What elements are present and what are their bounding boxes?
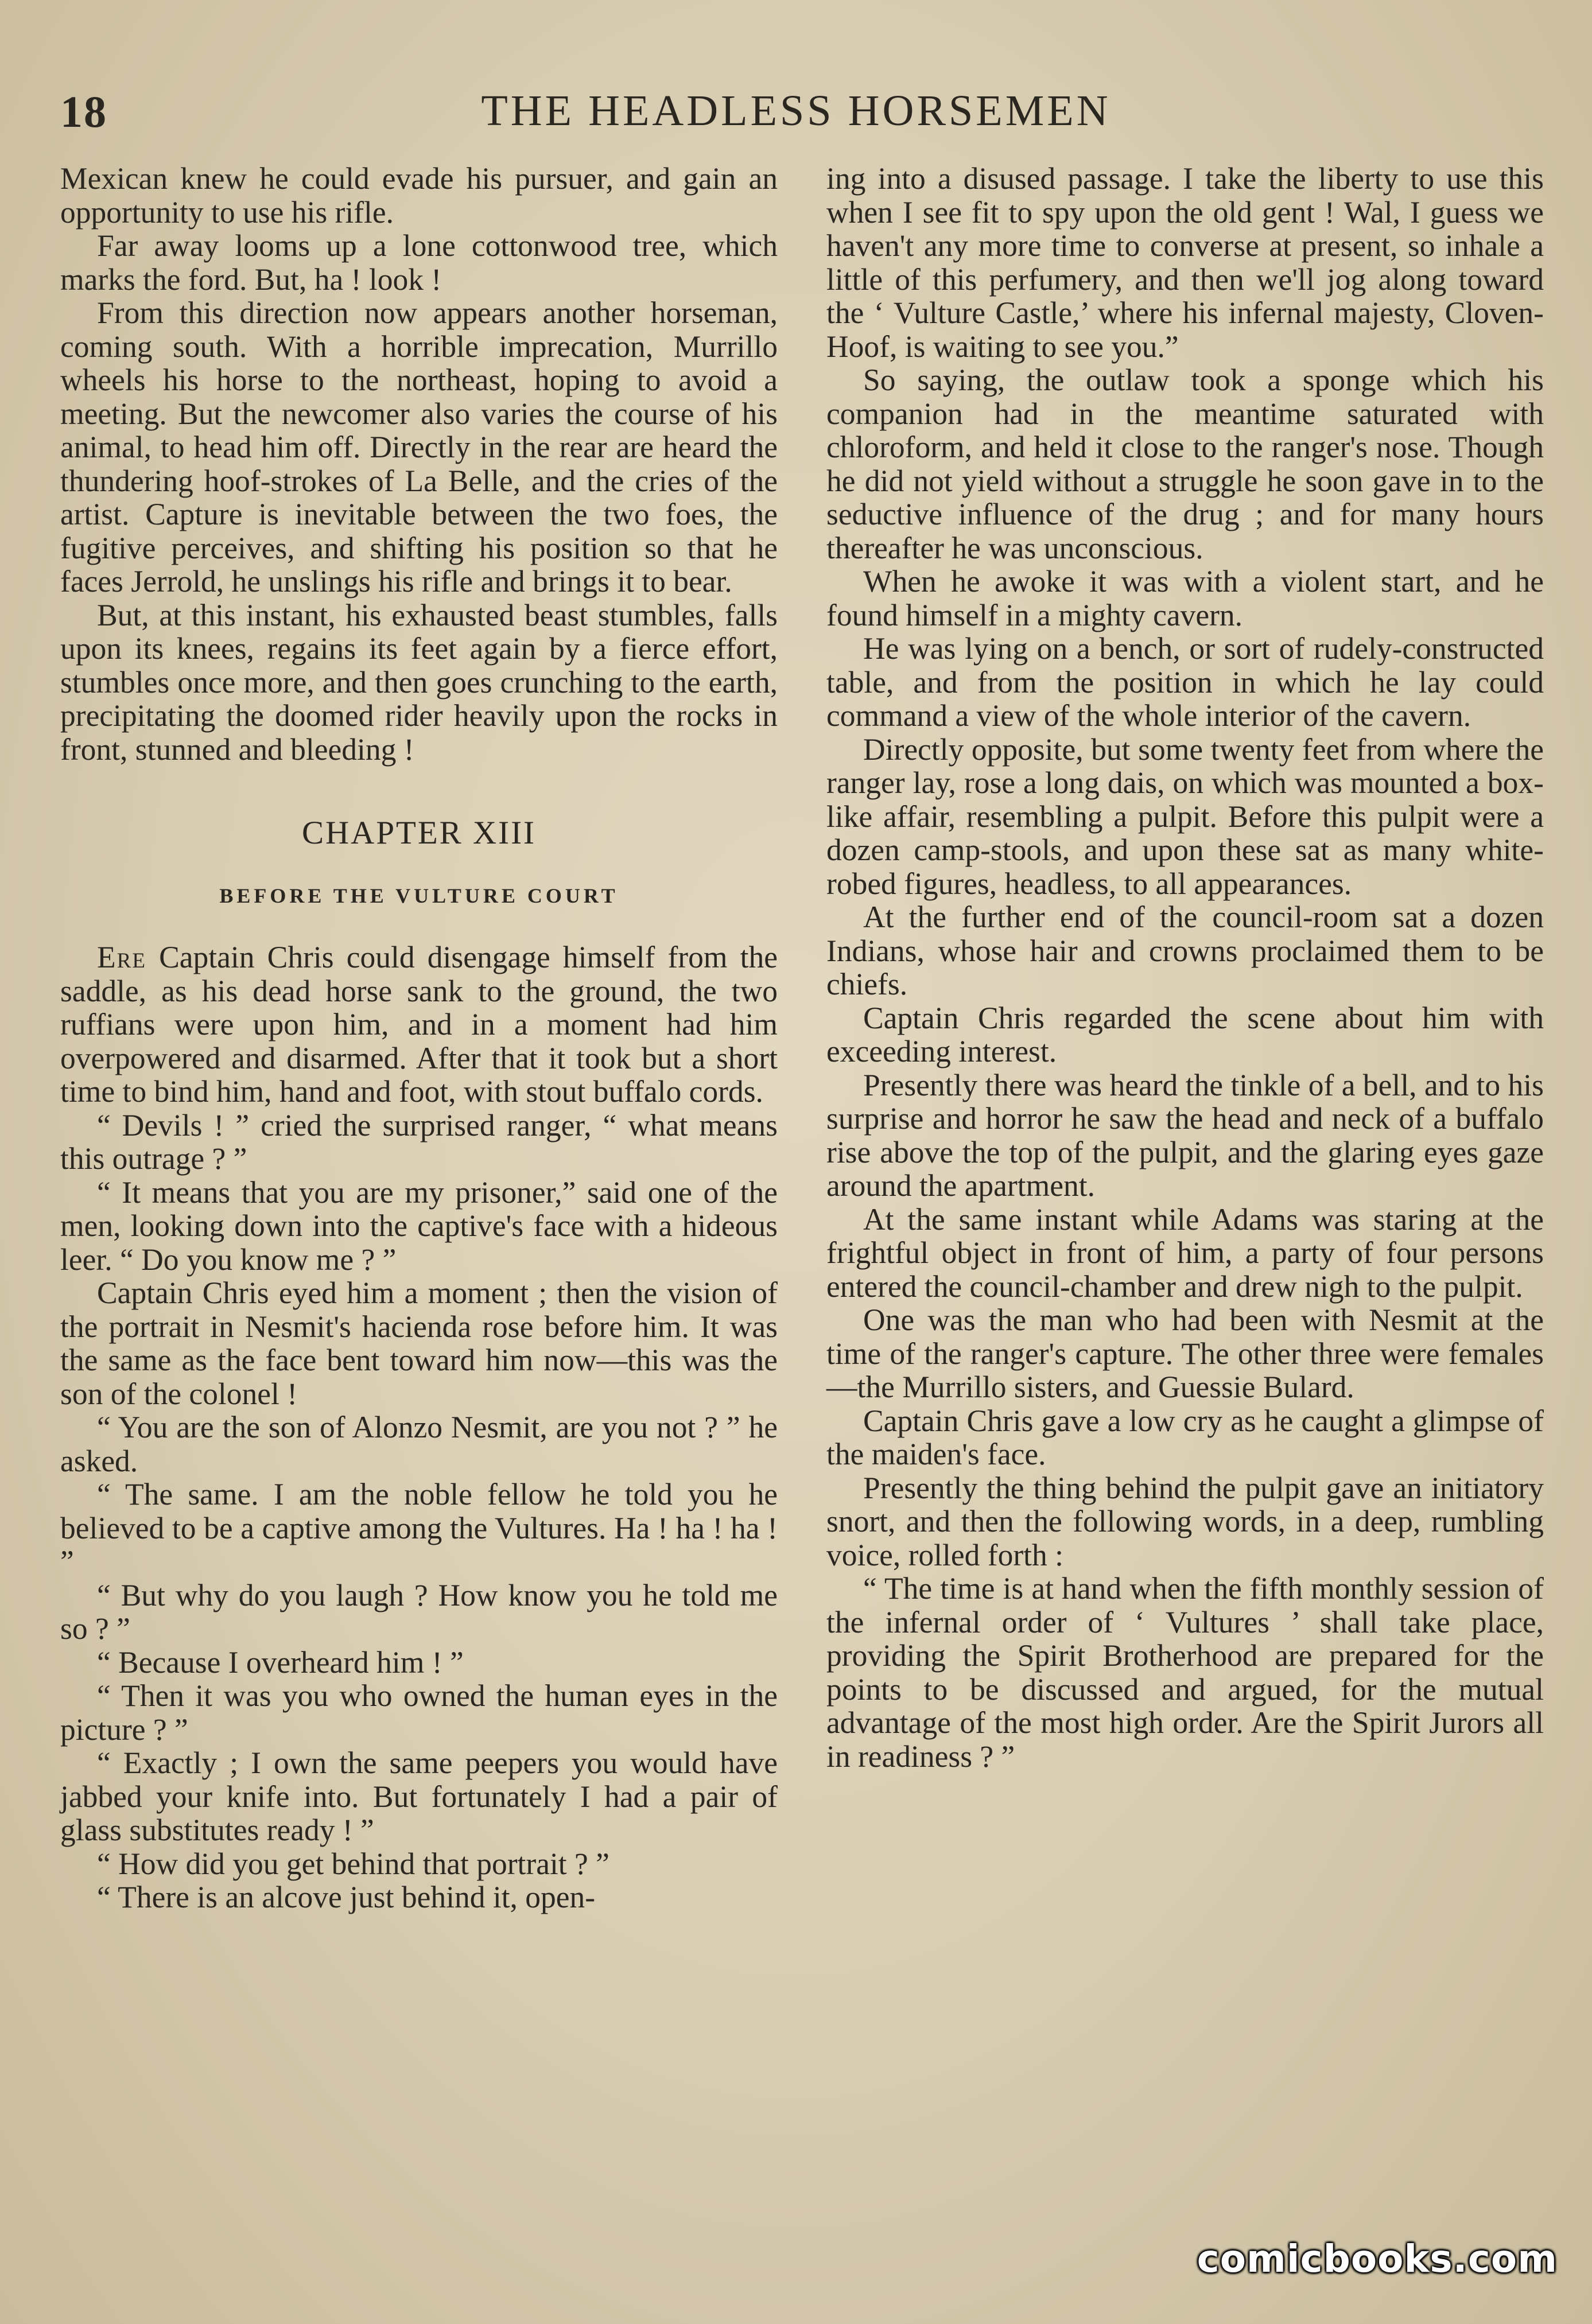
paragraph: “ There is an alcove just behind it, open-	[97, 1880, 596, 1914]
paragraph: “ How did you get behind that portrait ? ”	[97, 1846, 609, 1881]
right-column	[826, 162, 1544, 1773]
paragraph: Captain Chris regarded the scene about him with exceeding interest.	[826, 1000, 1544, 1068]
opening-text: Captain Chris could disengage himself from the saddle, as his dead horse sank to the ground, the two ruffians were upon him, and in a moment had him overpowered and disarmed. After that it took but a short time to bind him, hand and foot, with stout buffalo cords.	[60, 940, 778, 1109]
paragraph: One was the man who had been with Nesmit at the time of the ranger's capture. The other three were females—the Murrillo sisters, and Guessie Bulard.	[826, 1303, 1544, 1404]
paragraph: “ Because I overheard him ! ”	[97, 1645, 464, 1680]
paragraph: Captain Chris gave a low cry as he caught a glimpse of the maiden's face.	[826, 1403, 1544, 1471]
paragraph: Directly opposite, but some twenty feet from where the ranger lay, rose a long dais, on which was mounted a box-like affair, resembling a pulpit. Before this pulpit were a dozen camp-stools, and upon these sat as many white-robed figures, headless, to all appearances.	[826, 732, 1544, 901]
left-column	[60, 162, 778, 1914]
chapter-title: CHAPTER XIII	[301, 815, 537, 851]
paragraph: “ But why do you laugh ? How know you he told me so ? ”	[60, 1577, 778, 1646]
page-number: 18	[60, 87, 107, 137]
paragraph: Presently there was heard the tinkle of a bell, and to his surprise and horror he saw the head and neck of a buffalo rise above the top of the pulpit, and the glaring eyes gaze around the apartment.	[826, 1067, 1544, 1203]
paragraph: At the same instant while Adams was staring at the frightful object in front of him, a party of four persons entered the council-chamber and drew nigh to the pulpit.	[826, 1202, 1544, 1304]
running-title: THE HEADLESS HORSEMEN	[481, 87, 1111, 135]
paragraph: “ The time is at hand when the fifth monthly session of the infernal order of ‘ Vultures ’ shall take place, providing the Spirit Brotherhood are prepared for the points to be discussed and argued, for the mutual advantage of the most high order. Are the Spirit Jurors all in readiness ? ”	[826, 1571, 1544, 1774]
paragraph: From this direction now appears another horseman, coming south. With a horrible imprecation, Murrillo wheels his horse to the northeast, hoping to avoid a meeting. But the newcomer also varies the course of his animal, to head him off. Directly in the rear are heard the thundering hoof-strokes of La Belle, and the cries of the artist. Capture is inevitable between the two foes, the fugitive perceives, and shifting his position so that he faces Jerrold, he unslings his rifle and brings it to bear.	[60, 296, 778, 599]
paragraph: Mexican knew he could evade his pursuer, and gain an opportunity to use his rifle.	[60, 161, 778, 230]
chapter-heading	[60, 766, 778, 941]
paragraph: “ Devils ! ” cried the surprised ranger, “ what means this outrage ? ”	[60, 1107, 778, 1176]
paragraph: Presently the thing behind the pulpit gave an initiatory snort, and then the following words, in a deep, rumbling voice, rolled forth :	[826, 1470, 1544, 1572]
paragraph: ing into a disused passage. I take the liberty to use this when I see fit to spy upon the old gent ! Wal, I guess we haven't any more time to converse at present, so inhale a little of this perfumery, and then we'll jog along toward the ‘ Vulture Castle,’ where his infernal majesty, Cloven-Hoof, is waiting to see you.”	[826, 161, 1544, 364]
paragraph: But, at this instant, his exhausted beast stumbles, falls upon its knees, regains its feet again by a fierce effort, stumbles once more, and then goes crunching to the earth, precipitating the doomed rider heavily upon the rocks in front, stunned and bleeding !	[60, 597, 778, 767]
paragraph: “ Then it was you who owned the human eyes in the picture ? ”	[60, 1678, 778, 1747]
paragraph: Captain Chris eyed him a moment ; then the vision of the portrait in Nesmit's hacienda rose before him. It was the same as the face bent toward him now—this was the son of the colonel !	[60, 1276, 778, 1411]
paragraph: “ The same. I am the noble fellow he told you he believed to be a captive among the Vultures. Ha ! ha ! ha ! ”	[60, 1477, 778, 1579]
paragraph: “ It means that you are my prisoner,” said one of the men, looking down into the captive's face with a hideous leer. “ Do you know me ? ”	[60, 1175, 778, 1277]
opening-word: Ere	[97, 940, 146, 974]
chapter-subtitle: BEFORE THE VULTURE COURT	[219, 884, 619, 907]
paragraph: Far away looms up a lone cottonwood tree, which marks the ford. But, ha ! look !	[60, 228, 778, 297]
watermark: comicbooks.com	[1197, 2237, 1558, 2281]
paragraph: At the further end of the council-room sat a dozen Indians, whose hair and crowns proclaimed them to be chiefs.	[826, 900, 1544, 1001]
paragraph: When he awoke it was with a violent start, and he found himself in a mighty cavern.	[826, 564, 1544, 632]
paragraph: He was lying on a bench, or sort of rudely-constructed table, and from the position in which he lay could command a view of the whole interior of the cavern.	[826, 631, 1544, 733]
paragraph: So saying, the outlaw took a sponge which his companion had in the meantime saturated with chloroform, and held it close to the ranger's nose. Though he did not yield without a struggle he soon gave in to the seductive influence of the drug ; and for many hours thereafter he was unconscious.	[826, 363, 1544, 565]
paragraph: “ Exactly ; I own the same peepers you would have jabbed your knife into. But fortunately I had a pair of glass substitutes ready ! ”	[60, 1746, 778, 1847]
paragraph: “ You are the son of Alonzo Nesmit, are you not ? ” he asked.	[60, 1410, 778, 1478]
chapter-opening-paragraph	[60, 941, 778, 1109]
